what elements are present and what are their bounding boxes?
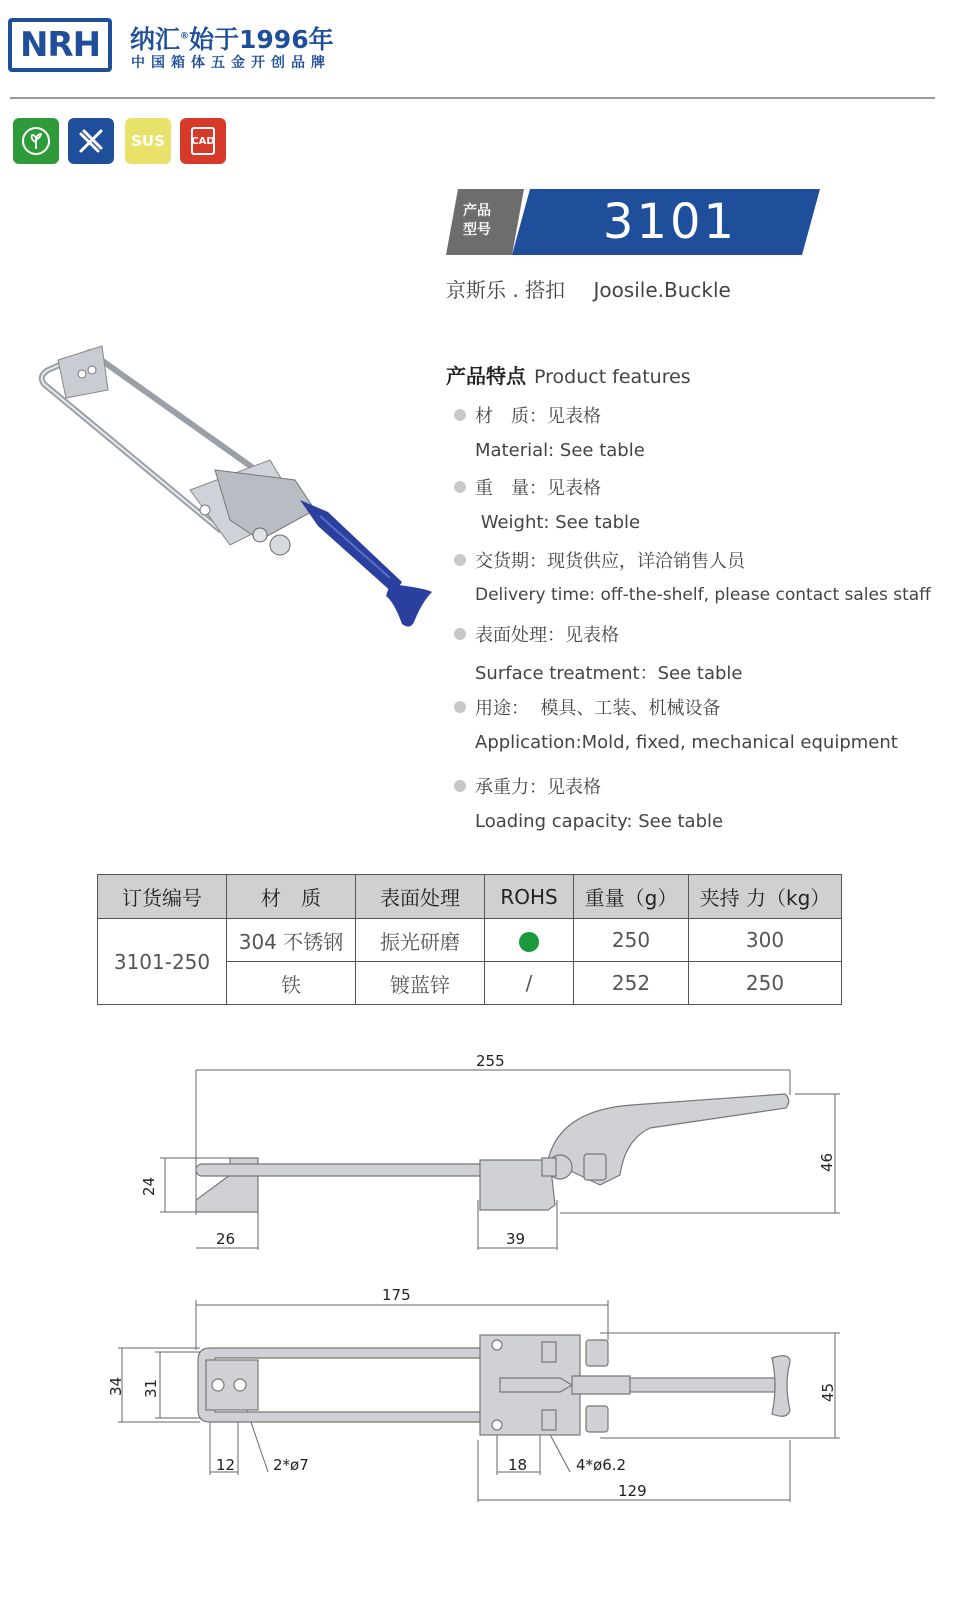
dim-base-hole-offset: 18: [508, 1456, 528, 1474]
model-number: 3101: [602, 194, 738, 250]
model-tag-label: 产品 型号: [463, 203, 491, 238]
product-photo: [30, 340, 440, 635]
feature-zh: 表面处理：见表格: [475, 625, 619, 646]
surface-cell: 镀蓝锌: [356, 962, 485, 1005]
col-rohs: ROHS: [485, 875, 574, 919]
feature-en: Application:Mold, fixed, mechanical equipment: [475, 732, 898, 753]
dim-base-height: 45: [819, 1382, 837, 1402]
bullet-icon: [454, 409, 466, 421]
weight-cell: 252: [574, 962, 689, 1005]
feature-zh: 材 质：见表格: [475, 406, 601, 427]
material-cell: 304 不锈钢: [227, 919, 356, 962]
bullet-icon: [454, 628, 466, 640]
spec-table: [97, 874, 842, 1005]
feature-zh: 重 量：见表格: [475, 478, 601, 499]
dim-base-width: 39: [506, 1230, 526, 1248]
dim-hole-small: 2*ø7: [273, 1456, 309, 1474]
dim-left-bracket: 26: [216, 1230, 236, 1248]
dim-hole-spacing: 12: [216, 1456, 236, 1474]
feature-application: [454, 694, 954, 753]
brand-tagline: 中国箱体五金开创品牌: [131, 55, 331, 71]
features-title: [446, 360, 691, 389]
nrh-logo: [8, 18, 112, 72]
product-subtitle: [446, 274, 731, 303]
feature-en: Material: See table: [475, 440, 645, 461]
order-no-cell: 3101-250: [98, 919, 227, 1005]
dim-hole-base: 4*ø6.2: [576, 1456, 627, 1474]
cad-label: CAD: [191, 135, 215, 147]
force-cell: 250: [689, 962, 842, 1005]
brand-slogan: 纳汇®始于1996年: [130, 25, 334, 54]
slogan-text: 始于1996年: [189, 25, 334, 54]
features-title-en: Product features: [534, 366, 691, 388]
rohs-cell: /: [485, 962, 574, 1005]
top-view-drawing: [0, 1280, 960, 1510]
table-row: [98, 919, 842, 962]
dim-handle-length: 129: [618, 1482, 647, 1500]
dim-overall-length: 255: [476, 1052, 505, 1070]
feature-en: Surface treatment：See table: [475, 663, 743, 684]
cad-icon: [180, 118, 226, 164]
feature-loading: [454, 773, 954, 832]
weight-cell: 250: [574, 919, 689, 962]
feature-en: Weight: See table: [475, 512, 641, 533]
logo-text: NRH: [19, 25, 101, 65]
col-material: 材 质: [227, 875, 356, 919]
feature-zh: 用途： 模具、工装、机械设备: [475, 698, 721, 719]
feature-zh: 交货期：现货供应，详洽销售人员: [475, 551, 745, 572]
sus-label: SUS: [131, 132, 165, 150]
sus-icon: [125, 118, 171, 164]
rohs-cell: [485, 919, 574, 962]
table-header: [98, 875, 842, 919]
bullet-icon: [454, 780, 466, 792]
col-surface: 表面处理: [356, 875, 485, 919]
col-force: 夹持 力（kg）: [689, 875, 842, 919]
dim-inner-width: 31: [142, 1378, 160, 1398]
force-cell: 300: [689, 919, 842, 962]
bullet-icon: [454, 554, 466, 566]
features-title-zh: 产品特点: [446, 364, 526, 388]
feature-en: Delivery time: off-the-shelf, please contact sales staff: [475, 585, 931, 605]
feature-material: [454, 402, 954, 461]
bullet-icon: [454, 481, 466, 493]
feature-zh: 承重力：见表格: [475, 777, 601, 798]
dim-outer-width: 34: [107, 1376, 125, 1396]
dim-left-height: 24: [140, 1176, 158, 1196]
rohs-ok-icon: [519, 932, 539, 952]
dim-loop-length: 175: [382, 1286, 411, 1304]
tools-icon: [68, 118, 114, 164]
subtitle-en: Joosile.Buckle: [593, 278, 731, 302]
material-cell: 铁: [227, 962, 356, 1005]
brand-name: 纳汇: [130, 25, 181, 54]
bullet-icon: [454, 701, 466, 713]
dim-overall-height: 46: [818, 1152, 836, 1172]
feature-en: Loading capacity: See table: [475, 811, 724, 832]
col-weight: 重量（g）: [574, 875, 689, 919]
eco-icon: [13, 118, 59, 164]
side-view-drawing: [0, 1040, 960, 1260]
feature-surface: [454, 621, 954, 685]
subtitle-zh: 京斯乐 . 搭扣: [446, 278, 566, 302]
feature-delivery: [454, 547, 954, 605]
col-order-no: 订货编号: [98, 875, 227, 919]
surface-cell: 振光研磨: [356, 919, 485, 962]
header-divider: [10, 97, 935, 99]
feature-weight: [454, 474, 954, 533]
